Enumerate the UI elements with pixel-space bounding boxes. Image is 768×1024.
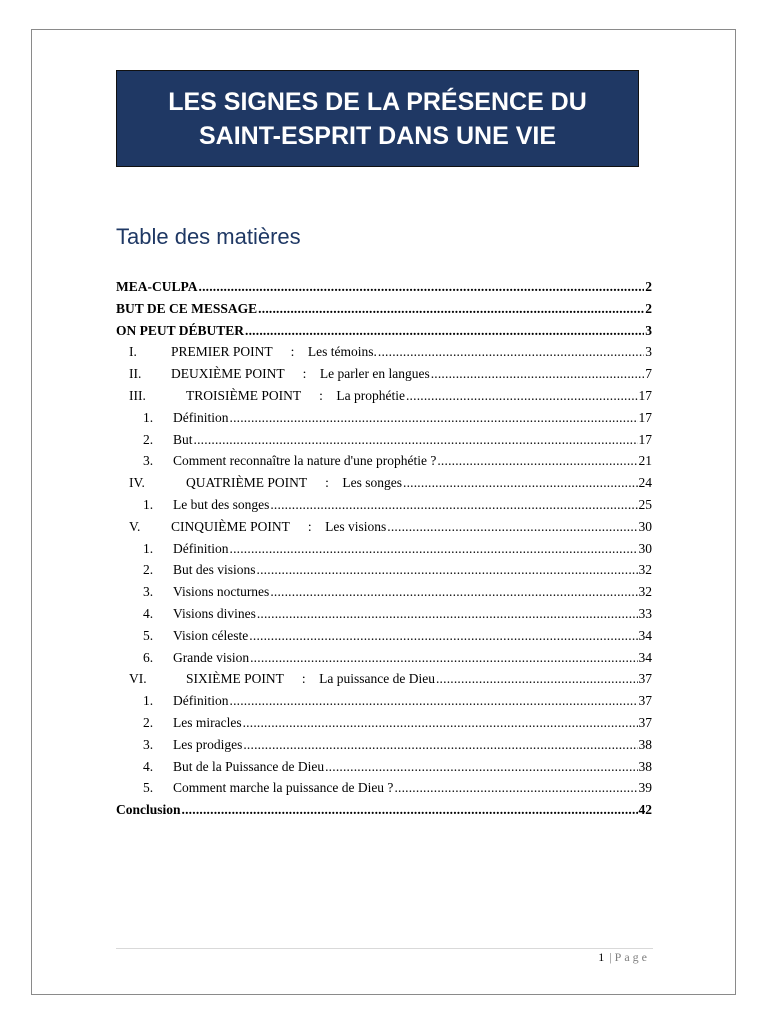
toc-entry-label: But de la Puissance de Dieu	[173, 758, 325, 774]
toc-entry-label: Définition	[173, 409, 229, 425]
footer-separator: |	[609, 950, 612, 964]
toc-entry-label: BUT DE CE MESSAGE	[116, 300, 258, 316]
toc-dot-leader	[230, 693, 638, 709]
toc-entry-number: III.	[129, 388, 146, 403]
toc-dot-leader	[437, 453, 637, 469]
toc-entry-subtitle: : La puissance de Dieu	[301, 671, 435, 687]
toc-dot-leader	[270, 584, 637, 600]
toc-entry-page: 37	[638, 693, 652, 709]
toc-entry-page: 17	[638, 409, 652, 425]
toc-entry[interactable]	[116, 584, 652, 604]
toc-entry[interactable]	[116, 366, 652, 386]
toc-entry[interactable]	[116, 671, 652, 691]
toc-entry-number: 2.	[143, 715, 154, 730]
toc-dot-leader	[230, 410, 638, 426]
toc-entry-label: Conclusion	[116, 802, 181, 818]
toc-dot-leader	[249, 628, 637, 644]
toc-entry-label: MEA-CULPA	[116, 279, 198, 294]
toc-entry-page: 17	[638, 388, 652, 403]
toc-dot-leader	[243, 715, 638, 731]
toc-entry-label: Vision céleste	[173, 627, 249, 643]
toc-entry-page: 25	[638, 497, 652, 512]
toc-dot-leader	[431, 366, 645, 382]
page-number: 1	[598, 950, 605, 964]
toc-entry-page: 3	[645, 344, 652, 360]
toc-entry[interactable]	[116, 628, 652, 648]
toc-entry-label: Les prodiges	[173, 736, 243, 752]
toc-entry-subtitle: : Les témoins.	[290, 344, 377, 360]
toc-dot-leader	[194, 432, 638, 448]
toc-dot-leader	[378, 344, 644, 360]
page-footer	[0, 950, 650, 965]
toc-entry-number: 3.	[143, 736, 154, 752]
toc-entry[interactable]	[116, 737, 652, 757]
toc-entry-label: Le but des songes	[173, 497, 270, 512]
toc-entry-number: 5.	[143, 627, 154, 643]
toc-entry-number: 1.	[143, 693, 154, 709]
toc-entry-page: 42	[638, 802, 652, 818]
toc-entry[interactable]	[116, 759, 652, 779]
toc-entry-number: 1.	[143, 497, 154, 512]
toc-dot-leader	[230, 541, 638, 557]
toc-entry-label: CINQUIÈME POINT	[171, 518, 290, 534]
toc-entry-number: 6.	[143, 649, 154, 665]
toc-entry-subtitle: : La prophétie	[319, 388, 405, 403]
toc-entry[interactable]	[116, 475, 652, 495]
toc-entry[interactable]	[116, 715, 652, 735]
toc-entry-number: 2.	[143, 431, 154, 447]
toc-entry-page: 7	[645, 366, 652, 382]
toc-entry[interactable]	[116, 344, 652, 364]
document-title: LES SIGNES DE LA PRÉSENCE DU SAINT-ESPRIT DANS UNE VIE	[168, 87, 587, 150]
toc-entry[interactable]	[116, 323, 652, 343]
toc-entry-label: TROISIÈME POINT	[186, 388, 302, 403]
toc-entry[interactable]	[116, 388, 652, 408]
toc-dot-leader	[182, 802, 638, 818]
toc-entry-number: I.	[129, 344, 137, 360]
toc-entry-number: IV.	[129, 475, 145, 491]
toc-entry-label: Les miracles	[173, 715, 242, 730]
page-word: Page	[614, 950, 650, 964]
toc-dot-leader	[387, 519, 637, 535]
toc-entry-number: 5.	[143, 780, 154, 796]
toc-entry-label: Grande vision	[173, 649, 250, 665]
toc-entry-page: 38	[638, 758, 652, 774]
toc-entry-number: V.	[129, 518, 141, 534]
footer-divider	[116, 948, 653, 949]
toc-entry[interactable]	[116, 693, 652, 713]
toc-dot-leader	[243, 737, 637, 753]
toc-entry-label: Définition	[173, 540, 229, 556]
toc-entry-number: 1.	[143, 409, 154, 425]
toc-entry-label: QUATRIÈME POINT	[186, 475, 308, 491]
toc-entry-number: II.	[129, 366, 142, 382]
toc-entry-number: 2.	[143, 562, 154, 578]
toc-entry-page: 30	[638, 540, 652, 556]
toc-entry-label: Comment reconnaître la nature d'une prophétie ?	[173, 453, 437, 469]
toc-entry-number: 3.	[143, 453, 154, 469]
toc-entry-page: 24	[638, 475, 652, 491]
toc-dot-leader	[245, 323, 644, 339]
toc-entry-page: 2	[645, 300, 652, 316]
toc-entry-page: 34	[638, 649, 652, 665]
toc-entry-number: 3.	[143, 584, 154, 600]
toc-entry[interactable]	[116, 541, 652, 561]
toc-dot-leader	[258, 301, 644, 317]
toc-entry-page: 17	[638, 431, 652, 447]
toc-entry-page: 32	[638, 562, 652, 578]
toc-heading: Table des matières	[116, 224, 301, 249]
toc-entry-page: 21	[638, 453, 652, 469]
toc-entry-label: SIXIÈME POINT	[186, 671, 284, 687]
toc-entry-label: But des visions	[173, 562, 256, 578]
toc-entry-page: 30	[638, 518, 652, 534]
toc-entry-number: 4.	[143, 606, 154, 621]
title-banner	[116, 70, 639, 167]
toc-dot-leader	[270, 497, 637, 513]
toc-entry-label: DEUXIÈME POINT	[171, 366, 285, 382]
toc-dot-leader	[257, 606, 638, 622]
toc-dot-leader	[406, 388, 638, 404]
toc-entry[interactable]	[116, 453, 652, 473]
toc-dot-leader	[403, 475, 638, 491]
toc-entry-page: 2	[645, 279, 652, 294]
toc-entry-label: Comment marche la puissance de Dieu ?	[173, 780, 394, 796]
toc-entry-label: Visions nocturnes	[173, 584, 270, 600]
toc-entry-label: PREMIER POINT	[171, 344, 273, 360]
toc-entry-subtitle: : Les songes	[325, 475, 402, 491]
toc-dot-leader	[250, 650, 637, 666]
toc-dot-leader	[325, 759, 637, 775]
toc-entry-number: 4.	[143, 758, 154, 774]
toc-entry-page: 37	[638, 715, 652, 730]
toc-entry[interactable]	[116, 432, 652, 452]
toc-entry[interactable]	[116, 606, 652, 626]
toc-entry-page: 38	[638, 736, 652, 752]
toc-entry-number: VI.	[129, 671, 147, 687]
toc-entry-number: 1.	[143, 540, 154, 556]
toc-entry-label: Visions divines	[173, 606, 256, 621]
toc-entry-page: 3	[645, 322, 652, 338]
toc-entry-page: 33	[638, 606, 652, 621]
toc-entry-page: 39	[638, 780, 652, 796]
toc-entry[interactable]	[116, 780, 652, 800]
toc-entry[interactable]	[116, 410, 652, 430]
toc-entry[interactable]	[116, 562, 652, 582]
toc-dot-leader	[394, 780, 637, 796]
toc-entry-label: But	[173, 431, 193, 447]
toc-entry-page: 37	[638, 671, 652, 687]
toc-entry[interactable]	[116, 497, 652, 517]
toc-entry[interactable]	[116, 519, 652, 539]
toc-entry[interactable]	[116, 279, 652, 299]
toc-entry-label: ON PEUT DÉBUTER	[116, 322, 245, 338]
toc-entry-label: Définition	[173, 693, 229, 709]
toc-entry-page: 32	[638, 584, 652, 600]
toc-entry[interactable]	[116, 802, 652, 822]
toc-dot-leader	[436, 671, 638, 687]
toc-dot-leader	[199, 279, 645, 295]
toc-entry-subtitle: : Les visions	[307, 518, 387, 534]
toc-entry-page: 34	[638, 627, 652, 643]
toc-entry[interactable]	[116, 650, 652, 670]
toc-dot-leader	[257, 562, 638, 578]
toc-entry-subtitle: : Le parler en langues	[302, 366, 430, 382]
toc-entry[interactable]	[116, 301, 652, 321]
